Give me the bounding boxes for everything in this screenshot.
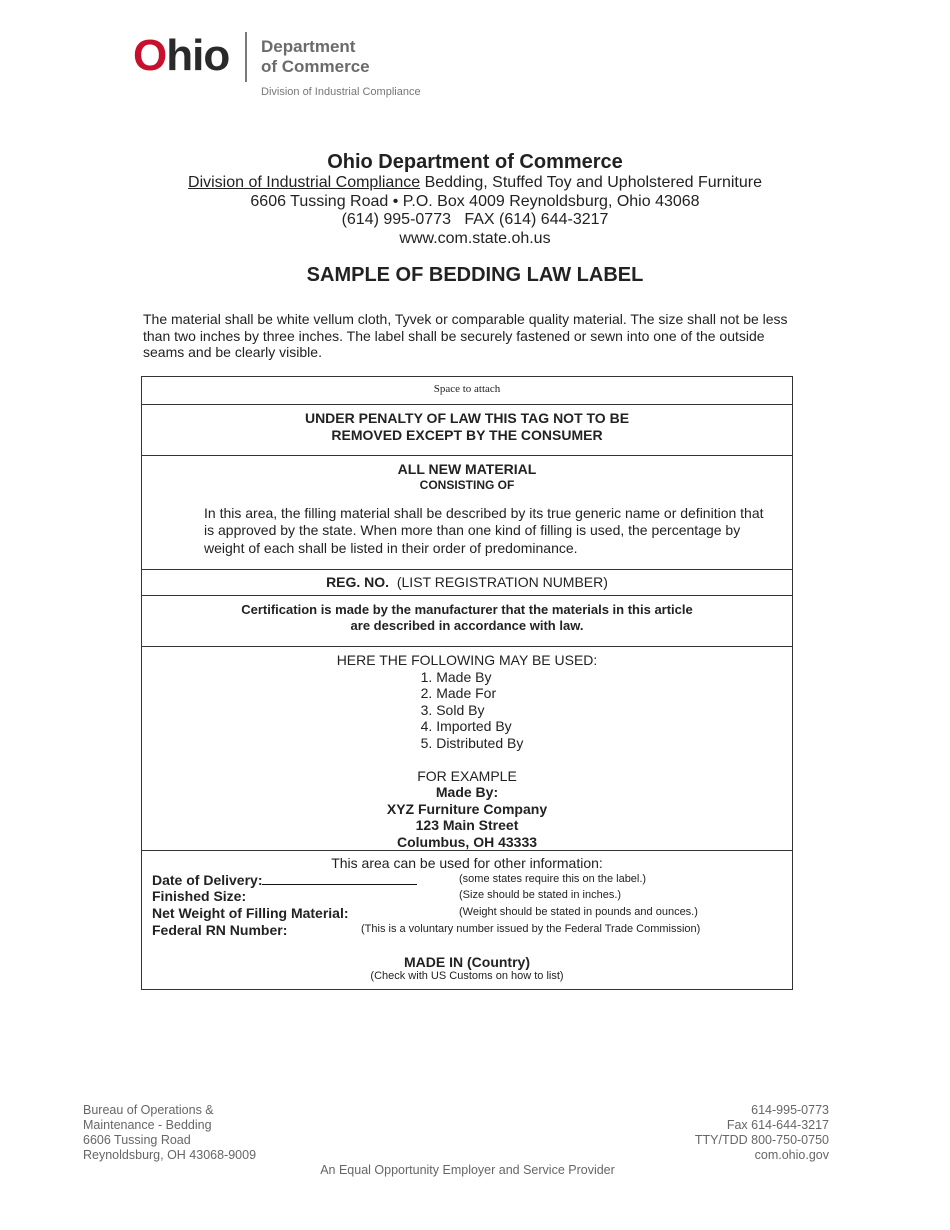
page-title: Ohio Department of Commerce: [327, 151, 623, 173]
cert-line2: are described in accordance with law.: [350, 618, 584, 633]
division-rest: Bedding, Stuffed Toy and Upholstered Furniture: [420, 174, 762, 191]
row-label: Finished Size:: [152, 888, 247, 904]
penalty-line2: REMOVED EXCEPT BY THE CONSUMER: [331, 426, 603, 443]
reg-no-section: [142, 569, 792, 596]
example-line: XYZ Furniture Company: [386, 800, 548, 817]
row-label: Date of Delivery:: [152, 872, 417, 888]
made-in-note: (Check with US Customs on how to list): [370, 970, 564, 982]
logo-divider: [245, 32, 247, 82]
list-item: 5. Distributed By: [420, 734, 524, 751]
maker-section: [142, 646, 792, 851]
row-label: Federal RN Number:: [152, 922, 288, 938]
example-heading: FOR EXAMPLE: [417, 767, 517, 784]
certification-section: [142, 595, 792, 647]
footer-fax: Fax 614-644-3217: [726, 1118, 829, 1132]
made-in: MADE IN (Country): [404, 954, 530, 970]
row-note: (Size should be stated in inches.): [459, 889, 622, 901]
logo-dept-line1: Department: [261, 37, 356, 56]
division-line: [0, 174, 950, 193]
federal-rn-row: [152, 922, 782, 938]
intro-paragraph: The material shall be white vellum cloth, Tyvek or comparable quality material. The size shall not be less than two inches by three inches. The label shall be securely fastened or sewn into one of the outside seams and be clearly visible.: [143, 311, 788, 360]
label-box: [141, 376, 793, 990]
list-item: 1. Made By: [420, 668, 492, 685]
penalty-section: [142, 404, 792, 456]
finished-size-row: [152, 888, 782, 904]
row-label: Net Weight of Filling Material:: [152, 905, 349, 921]
footer-website[interactable]: com.ohio.gov: [754, 1148, 829, 1162]
example-line: 123 Main Street: [415, 817, 519, 833]
list-item: 2. Made For: [420, 685, 497, 701]
division-link[interactable]: Division of Industrial Compliance: [188, 174, 421, 191]
following-heading: HERE THE FOLLOWING MAY BE USED:: [336, 652, 598, 668]
logo-dept-line2: of Commerce: [261, 57, 370, 76]
list-item: 3. Sold By: [420, 701, 485, 718]
footer-left-line: Reynoldsburg, OH 43068-9009: [83, 1148, 257, 1162]
sample-title: SAMPLE OF BEDDING LAW LABEL: [306, 264, 644, 286]
list-item: 4. Imported By: [420, 718, 512, 734]
reg-no-label: REG. NO.: [326, 574, 390, 590]
logo-hio: hio: [166, 31, 230, 80]
filling-description: In this area, the filling material shall be described by its true generic name or definition that is approved by the state. When more than one kind of filling is used, the percentage by weight of each shall be listed in their order of predominance.: [204, 504, 764, 556]
date-blank-line: [262, 872, 417, 885]
logo-department: [261, 37, 370, 77]
example-line: Columbus, OH 43333: [396, 833, 538, 850]
address-line: 6606 Tussing Road • P.O. Box 4009 Reynoldsburg, Ohio 43068: [250, 192, 700, 210]
row-note: (Weight should be stated in pounds and ounces.): [459, 906, 698, 918]
date-of-delivery-row: [152, 872, 782, 888]
footer-contact: [695, 1103, 829, 1163]
website-link[interactable]: www.com.state.oh.us: [399, 229, 551, 247]
other-info-section: [142, 850, 792, 989]
penalty-line1: UNDER PENALTY OF LAW THIS TAG NOT TO BE: [304, 410, 630, 426]
ohio-logo: [133, 28, 229, 84]
reg-no-value: (LIST REGISTRATION NUMBER): [396, 574, 608, 590]
footer-left-line: 6606 Tussing Road: [83, 1133, 191, 1147]
all-new-material: ALL NEW MATERIAL: [397, 461, 537, 477]
footer-tty: TTY/TDD 800-750-0750: [694, 1133, 829, 1147]
attach-section: [142, 377, 792, 405]
footer-address: [83, 1103, 256, 1163]
row-note: (This is a voluntary number issued by the Federal Trade Commission): [361, 923, 701, 935]
footer-left-line: Bureau of Operations &: [83, 1103, 214, 1117]
material-section: [142, 455, 792, 570]
row-note: (some states require this on the label.): [459, 873, 647, 885]
letterhead: [0, 150, 950, 248]
phone-fax-line: (614) 995-0773 FAX (614) 644-3217: [341, 211, 609, 228]
following-list: [421, 669, 524, 752]
attach-text: Space to attach: [433, 383, 501, 395]
footer-left-line: Maintenance - Bedding: [83, 1118, 212, 1132]
example-line: Made By:: [435, 784, 499, 800]
footer-phone: 614-995-0773: [751, 1103, 829, 1117]
consisting-of: CONSISTING OF: [419, 477, 515, 492]
net-weight-row: [152, 905, 782, 921]
other-heading: This area can be used for other information:: [331, 855, 603, 871]
logo-o: O: [133, 31, 167, 80]
cert-line1: Certification is made by the manufacturer that the materials in this article: [241, 602, 693, 617]
logo-division: Division of Industrial Compliance: [261, 86, 421, 98]
equal-opportunity: An Equal Opportunity Employer and Service Provider: [320, 1163, 615, 1177]
